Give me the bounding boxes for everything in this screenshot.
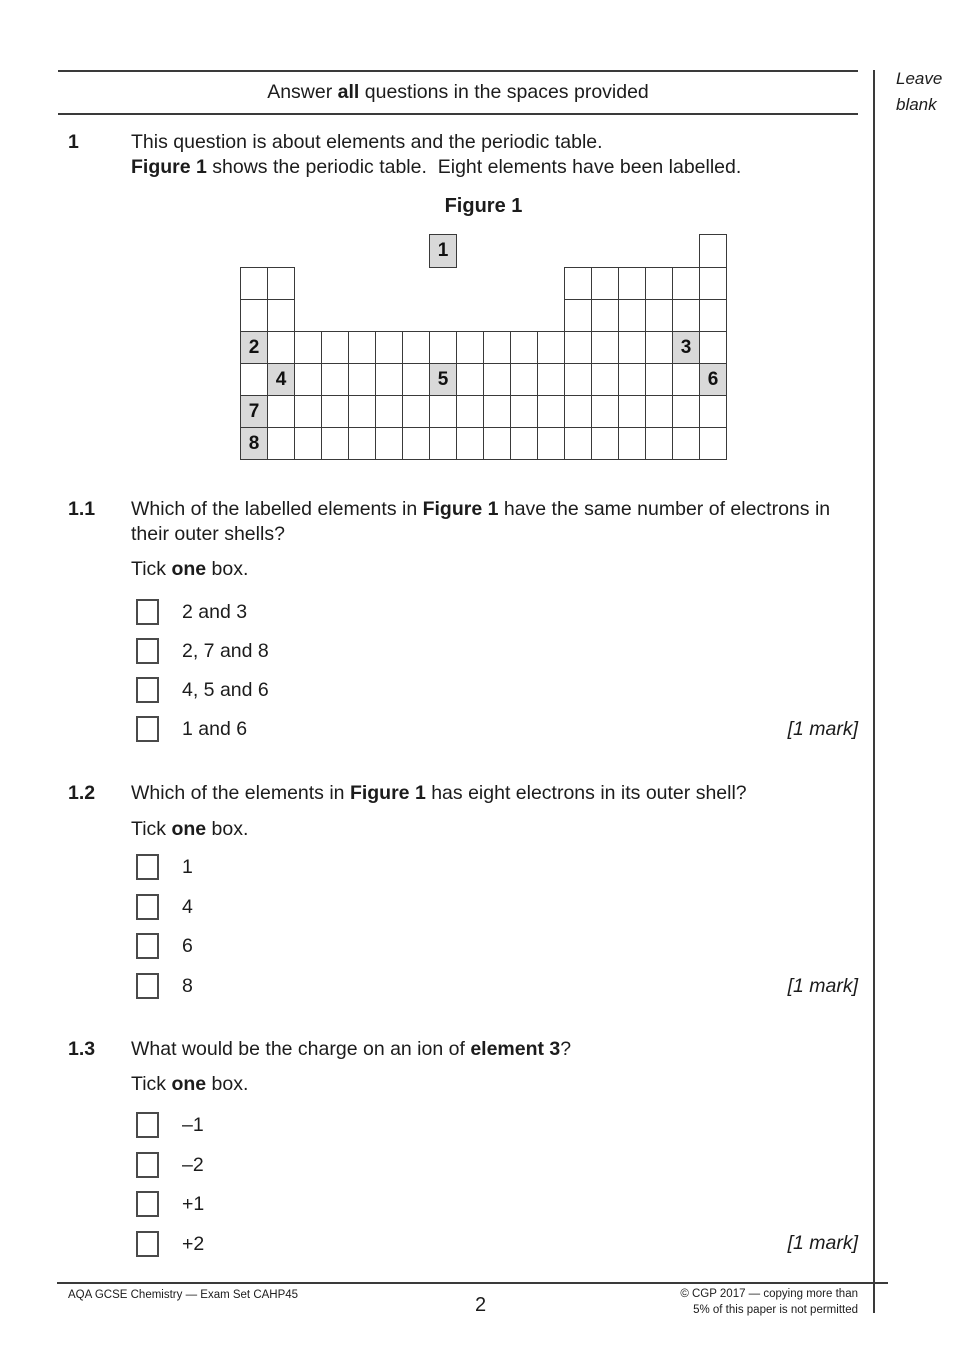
ptable-cell (645, 267, 673, 300)
margin-separator-line (873, 70, 875, 1313)
ptable-cell (672, 363, 700, 396)
question-1-1-prompt: Which of the labelled elements in Figure 1 have the same number of electrons in their outer shells? (131, 498, 831, 545)
ptable-cell-labeled-6 (699, 363, 727, 396)
option-label: +1 (182, 1193, 205, 1215)
option-label: 1 (182, 856, 193, 878)
ptable-cell (699, 299, 727, 332)
ptable-cell (321, 427, 349, 460)
ptable-cell (672, 395, 700, 428)
option-checkbox[interactable] (136, 1231, 159, 1257)
ptable-cell (672, 427, 700, 460)
option-label: 2, 7 and 8 (182, 640, 269, 662)
leave-blank-line1: Leave (896, 69, 943, 88)
ptable-cell (321, 363, 349, 396)
ptable-cell (348, 331, 376, 364)
ptable-cell (618, 267, 646, 300)
figure-title: Figure 1 (444, 195, 523, 217)
header-rule-top (58, 70, 858, 72)
question-1-2-tick-instruction: Tick one box. (131, 818, 249, 840)
ptable-cell (375, 395, 403, 428)
mark-allocation: [1 mark] (787, 718, 858, 740)
footer-exam-set-label: AQA GCSE Chemistry — Exam Set CAHP45 (68, 1289, 299, 1301)
option-label: 8 (182, 974, 193, 997)
option-checkbox[interactable] (136, 854, 159, 880)
option-row (136, 716, 536, 742)
ptable-cell (618, 299, 646, 332)
option-row (136, 1152, 536, 1178)
ptable-cell (402, 427, 430, 460)
ptable-cell-labeled-8 (240, 427, 268, 460)
ptable-cell (699, 395, 727, 428)
footer-copyright (680, 1287, 858, 1318)
ptable-cell (267, 299, 295, 332)
ptable-cell-labeled-7 (240, 395, 268, 428)
option-checkbox[interactable] (136, 716, 159, 742)
ptable-cell (510, 427, 538, 460)
ptable-cell (456, 427, 484, 460)
option-label: 2 and 3 (182, 601, 248, 623)
ptable-cell-label: 7 (248, 400, 260, 422)
ptable-cell (375, 427, 403, 460)
ptable-cell (645, 363, 673, 396)
header-instruction: Answer all questions in the spaces provided (267, 81, 649, 103)
ptable-cell (564, 427, 592, 460)
option-checkbox[interactable] (136, 638, 159, 664)
ptable-cell (564, 395, 592, 428)
ptable-cell (294, 395, 322, 428)
ptable-cell (483, 427, 511, 460)
option-label: +2 (182, 1232, 205, 1255)
option-checkbox[interactable] (136, 677, 159, 703)
option-checkbox[interactable] (136, 894, 159, 920)
ptable-cell (645, 331, 673, 364)
ptable-cell (618, 427, 646, 460)
option-row (136, 1191, 536, 1217)
ptable-cell (429, 331, 457, 364)
ptable-cell-label: 2 (248, 336, 260, 358)
option-label: 6 (182, 935, 193, 957)
ptable-cell (456, 363, 484, 396)
question-1-1-number: 1.1 (68, 498, 96, 520)
ptable-cell-label: 4 (275, 368, 287, 390)
option-row (136, 1112, 536, 1138)
ptable-cell (348, 427, 376, 460)
option-row (136, 599, 536, 625)
ptable-cell (591, 427, 619, 460)
ptable-cell-label: 3 (680, 336, 692, 358)
question-1-2-number: 1.2 (68, 782, 96, 804)
ptable-cell (591, 331, 619, 364)
periodic-table-figure (240, 234, 728, 461)
ptable-cell-labeled-1 (429, 234, 457, 268)
option-row (136, 1231, 536, 1257)
option-label: 4, 5 and 6 (182, 679, 269, 701)
ptable-cell (429, 427, 457, 460)
ptable-cell-label: 1 (437, 240, 449, 261)
ptable-cell (267, 267, 295, 300)
ptable-cell (564, 267, 592, 300)
option-checkbox[interactable] (136, 1191, 159, 1217)
ptable-cell (537, 363, 565, 396)
ptable-cell (240, 267, 268, 300)
option-label: –1 (182, 1114, 204, 1136)
ptable-cell (510, 331, 538, 364)
question-1-3-prompt: What would be the charge on an ion of element 3? (131, 1038, 572, 1060)
ptable-cell (537, 331, 565, 364)
ptable-cell (456, 395, 484, 428)
ptable-cell (564, 331, 592, 364)
ptable-cell (510, 395, 538, 428)
ptable-cell (564, 299, 592, 332)
ptable-cell (699, 234, 727, 268)
question-1-intro-text: This question is about elements and the periodic table. Figure 1 shows the periodic table. Eight elements have been labelled. (131, 131, 742, 178)
option-row (136, 854, 536, 880)
ptable-cell-label: 5 (437, 368, 449, 390)
mark-allocation: [1 mark] (787, 975, 858, 997)
ptable-cell (321, 331, 349, 364)
ptable-cell-labeled-4 (267, 363, 295, 396)
footer-copyright-line2: 5% of this paper is not permitted (693, 1303, 858, 1316)
option-checkbox[interactable] (136, 1152, 159, 1178)
question-1-2-prompt: Which of the elements in Figure 1 has eight electrons in its outer shell? (131, 782, 747, 804)
ptable-cell (591, 395, 619, 428)
option-row (136, 933, 536, 959)
ptable-cell (672, 267, 700, 300)
ptable-cell-labeled-2 (240, 331, 268, 364)
ptable-cell (321, 395, 349, 428)
ptable-cell (240, 363, 268, 396)
footer-copyright-line1: © CGP 2017 — copying more than (680, 1288, 858, 1300)
ptable-cell (699, 267, 727, 300)
header-rule-bottom (58, 113, 858, 115)
question-1-1-tick-instruction: Tick one box. (131, 558, 249, 580)
page-number: 2 (474, 1294, 487, 1316)
ptable-cell (402, 395, 430, 428)
ptable-cell-labeled-3 (672, 331, 700, 364)
ptable-cell-label: 6 (707, 368, 719, 390)
option-row (136, 894, 536, 920)
question-1-number: 1 (68, 131, 79, 153)
option-checkbox[interactable] (136, 933, 159, 959)
ptable-cell (483, 331, 511, 364)
ptable-cell (564, 363, 592, 396)
ptable-cell (645, 395, 673, 428)
option-checkbox[interactable] (136, 1112, 159, 1138)
ptable-cell (294, 427, 322, 460)
ptable-cell (672, 299, 700, 332)
question-1-3-tick-instruction: Tick one box. (131, 1073, 249, 1095)
ptable-cell (699, 427, 727, 460)
footer-rule (57, 1282, 888, 1284)
ptable-cell-label: 8 (248, 432, 260, 454)
option-row (136, 638, 536, 664)
ptable-cell (348, 395, 376, 428)
option-label: 1 and 6 (182, 718, 248, 740)
ptable-cell (267, 331, 295, 364)
option-label: 4 (182, 895, 193, 918)
mark-allocation: [1 mark] (787, 1232, 858, 1254)
option-row (136, 677, 536, 703)
ptable-cell (510, 363, 538, 396)
option-label: –2 (182, 1153, 204, 1176)
leave-blank-note (896, 66, 942, 118)
ptable-cell (483, 395, 511, 428)
ptable-cell (402, 331, 430, 364)
ptable-cell (699, 331, 727, 364)
ptable-cell (591, 299, 619, 332)
ptable-cell (618, 331, 646, 364)
option-checkbox[interactable] (136, 973, 159, 999)
option-checkbox[interactable] (136, 599, 159, 625)
ptable-cell (402, 363, 430, 396)
ptable-cell (537, 395, 565, 428)
ptable-cell-labeled-5 (429, 363, 457, 396)
ptable-cell (267, 395, 295, 428)
ptable-cell (456, 331, 484, 364)
ptable-cell (483, 363, 511, 396)
ptable-cell (348, 363, 376, 396)
ptable-cell (240, 299, 268, 332)
option-row (136, 973, 536, 999)
ptable-cell (537, 427, 565, 460)
ptable-cell (645, 427, 673, 460)
ptable-cell (429, 395, 457, 428)
ptable-cell (375, 331, 403, 364)
ptable-cell (375, 363, 403, 396)
leave-blank-line2: blank (896, 95, 937, 114)
ptable-cell (591, 363, 619, 396)
ptable-cell (645, 299, 673, 332)
ptable-cell (618, 363, 646, 396)
ptable-cell (591, 267, 619, 300)
ptable-cell (267, 427, 295, 460)
ptable-cell (294, 331, 322, 364)
ptable-cell (618, 395, 646, 428)
ptable-cell (294, 363, 322, 396)
question-1-3-number: 1.3 (68, 1038, 96, 1060)
